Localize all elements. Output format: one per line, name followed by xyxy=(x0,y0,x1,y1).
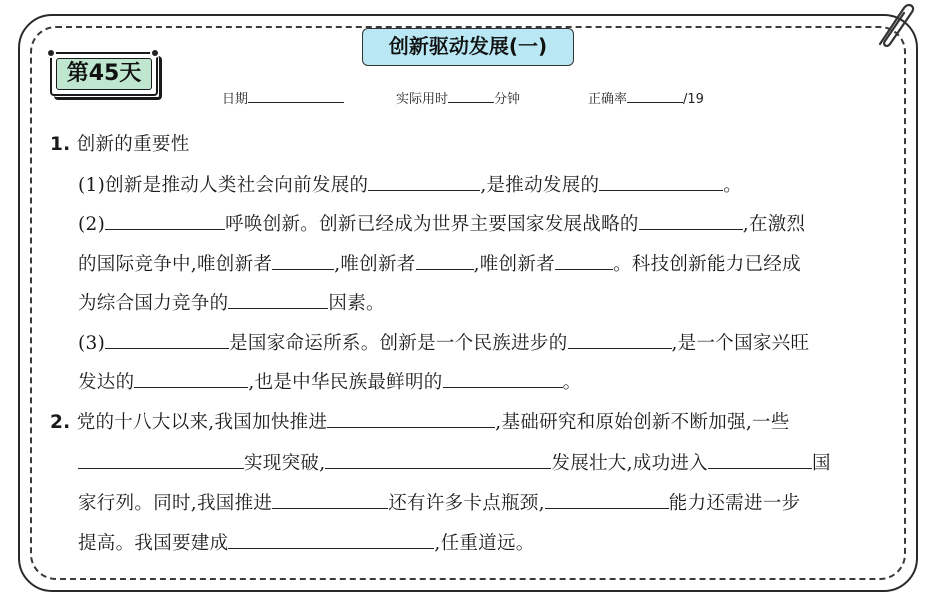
paperclip-icon xyxy=(866,0,918,52)
accuracy-total: /19 xyxy=(683,92,704,107)
accuracy-label: 正确率 xyxy=(588,92,628,107)
answer-blank[interactable] xyxy=(78,450,244,469)
q1-part3-line2: 发达的 ,也是中华民族最鲜明的 。 xyxy=(78,369,581,396)
answer-blank[interactable] xyxy=(228,530,434,549)
day-badge xyxy=(50,52,162,100)
accuracy-field xyxy=(588,88,704,107)
answer-blank[interactable] xyxy=(105,211,225,230)
accuracy-blank[interactable] xyxy=(627,90,683,103)
answer-blank[interactable] xyxy=(568,330,672,349)
time-blank[interactable] xyxy=(448,90,494,103)
answer-blank[interactable] xyxy=(545,490,669,509)
badge-dot xyxy=(46,48,56,58)
answer-blank[interactable] xyxy=(134,369,248,388)
time-field xyxy=(396,88,520,107)
q1-part3-line1: (3) 是国家命运所系。创新是一个民族进步的 ,是一个国家兴旺 xyxy=(78,330,809,357)
q2-line2: 实现突破, 发展壮大,成功进入 国 xyxy=(78,450,831,477)
badge-dot xyxy=(150,48,160,58)
q1-part1-line: (1)创新是推动人类社会向前发展的 ,是推动发展的 。 xyxy=(78,172,742,199)
answer-blank[interactable] xyxy=(272,251,334,270)
answer-blank[interactable] xyxy=(708,450,812,469)
answer-blank[interactable] xyxy=(443,369,563,388)
answer-blank[interactable] xyxy=(416,251,474,270)
time-label: 实际用时 xyxy=(396,92,449,107)
q2-line4: 提高。我国要建成 ,任重道远。 xyxy=(78,530,535,557)
q1-heading xyxy=(50,132,190,158)
date-label: 日期 xyxy=(222,92,249,107)
answer-blank[interactable] xyxy=(272,490,388,509)
answer-blank[interactable] xyxy=(368,172,480,191)
q1-part2-line2: 的国际竞争中,唯创新者 ,唯创新者 ,唯创新者 。科技创新能力已经成 xyxy=(78,251,801,278)
answer-blank[interactable] xyxy=(555,251,613,270)
answer-blank[interactable] xyxy=(599,172,723,191)
day-badge-label: 第45天 xyxy=(56,58,152,90)
q2-line3: 家行列。同时,我国推进 还有许多卡点瓶颈, 能力还需进一步 xyxy=(78,490,800,517)
answer-blank[interactable] xyxy=(325,450,551,469)
q1-number: 1. xyxy=(50,134,71,155)
answer-blank[interactable] xyxy=(105,330,229,349)
page-title: 创新驱动发展(一) xyxy=(362,28,574,66)
q1-heading-text: 创新的重要性 xyxy=(76,134,190,155)
answer-blank[interactable] xyxy=(228,290,328,309)
q1-part2-line1: (2) 呼唤创新。创新已经成为世界主要国家发展战略的 ,在激烈 xyxy=(78,211,805,238)
answer-blank[interactable] xyxy=(639,211,743,230)
q2-number: 2. xyxy=(50,412,71,433)
time-unit: 分钟 xyxy=(494,92,521,107)
date-blank[interactable] xyxy=(248,90,344,103)
date-field xyxy=(222,88,344,107)
answer-blank[interactable] xyxy=(327,409,495,428)
q2-line1: 2. 党的十八大以来,我国加快推进 ,基础研究和原始创新不断加强,一些 xyxy=(50,409,790,436)
q1-part2-line3: 为综合国力竞争的 因素。 xyxy=(78,290,385,317)
